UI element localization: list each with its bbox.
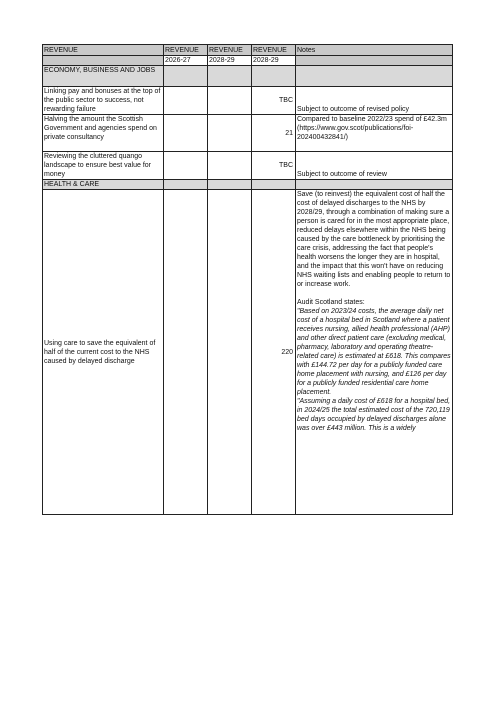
note-paragraph: Audit Scotland states: bbox=[297, 299, 365, 306]
blank-cell[interactable] bbox=[252, 66, 296, 87]
note-cell[interactable]: Subject to outcome of revised policy bbox=[296, 87, 453, 115]
blank-cell[interactable] bbox=[164, 180, 208, 190]
blank-cell[interactable] bbox=[164, 152, 208, 180]
note-paragraph: Save (to reinvest) the equivalent cost of half the cost of delayed discharges to the NHS by 2028/29, through a combination of making sure a person is cared for in the most appropriate place, reduced delays elsewhere within the NHS being caused by the care bottleneck by prioritising the care crisis, addressing the fact that people's health worsens the longer they are in hospital, and the impact that this won't have on reducing NHS waiting lists and enabling people to return to or increase work. bbox=[297, 191, 451, 288]
value-cell[interactable]: 220 bbox=[252, 190, 296, 515]
section-title[interactable]: HEALTH & CARE bbox=[43, 180, 164, 190]
header-row bbox=[43, 45, 453, 56]
note-cell[interactable] bbox=[296, 190, 453, 515]
item-cell[interactable]: Using care to save the equivalent of half of the current cost to the NHS caused by delayed discharge bbox=[43, 190, 164, 515]
blank-cell[interactable] bbox=[252, 180, 296, 190]
blank-cell[interactable] bbox=[296, 56, 453, 66]
year-cell[interactable]: 2028-29 bbox=[208, 56, 252, 66]
item-cell[interactable]: Linking pay and bonuses at the top of the public sector to success, not rewarding failure bbox=[43, 87, 164, 115]
item-cell[interactable]: Reviewing the cluttered quango landscape to ensure best value for money bbox=[43, 152, 164, 180]
blank-cell[interactable] bbox=[164, 115, 208, 152]
section-row bbox=[43, 180, 453, 190]
note-quote: "Based on 2023/24 costs, the average daily net cost of a hospital bed in Scotland where a patient receives nursing, allied health professional (AHP) and other direct patient care (excluding medical, pharmacy, laboratory and operating theatre-related care) is estimated at £618. This compares with £144.72 per day for a publicly funded care home placement with nursing, and £126 per day for a publicly funded residential care home placement. "Assuming a daily cost of £618 for a hospital bed, in 2024/25 the total estimated cost of the 720,119 bed days occupied by delayed discharges alone was over £443 million. This is a widely bbox=[297, 308, 451, 432]
blank-cell[interactable] bbox=[208, 180, 252, 190]
value-cell[interactable]: 21 bbox=[252, 115, 296, 152]
item-cell[interactable]: Halving the amount the Scottish Government and agencies spend on private consultancy bbox=[43, 115, 164, 152]
blank-cell[interactable] bbox=[296, 66, 453, 87]
year-cell[interactable]: 2028-29 bbox=[252, 56, 296, 66]
header-cell[interactable]: REVENUE bbox=[43, 45, 164, 56]
header-cell[interactable]: Notes bbox=[296, 45, 453, 56]
table-row bbox=[43, 87, 453, 115]
blank-cell[interactable] bbox=[164, 87, 208, 115]
spreadsheet bbox=[42, 44, 452, 515]
note-cell[interactable]: Compared to baseline 2022/23 spend of £42.3m (https://www.gov.scot/publications/foi-202400432841/) bbox=[296, 115, 453, 152]
header-cell[interactable]: REVENUE bbox=[252, 45, 296, 56]
blank-cell[interactable] bbox=[208, 66, 252, 87]
blank-cell[interactable] bbox=[296, 180, 453, 190]
note-cell[interactable]: Subject to outcome of review bbox=[296, 152, 453, 180]
year-row bbox=[43, 56, 453, 66]
blank-cell[interactable] bbox=[208, 152, 252, 180]
note-text-block bbox=[297, 190, 451, 514]
table-row bbox=[43, 152, 453, 180]
table-row bbox=[43, 190, 453, 515]
table-row bbox=[43, 115, 453, 152]
header-cell[interactable]: REVENUE bbox=[208, 45, 252, 56]
section-row bbox=[43, 66, 453, 87]
value-cell[interactable]: TBC bbox=[252, 87, 296, 115]
revenue-table bbox=[42, 44, 453, 515]
blank-cell[interactable] bbox=[208, 115, 252, 152]
blank-cell[interactable] bbox=[164, 190, 208, 515]
blank-cell[interactable] bbox=[208, 190, 252, 515]
blank-cell[interactable] bbox=[208, 87, 252, 115]
header-cell[interactable]: REVENUE bbox=[164, 45, 208, 56]
value-cell[interactable]: TBC bbox=[252, 152, 296, 180]
blank-cell[interactable] bbox=[43, 56, 164, 66]
section-title[interactable]: ECONOMY, BUSINESS AND JOBS bbox=[43, 66, 164, 87]
year-cell[interactable]: 2026-27 bbox=[164, 56, 208, 66]
blank-cell[interactable] bbox=[164, 66, 208, 87]
